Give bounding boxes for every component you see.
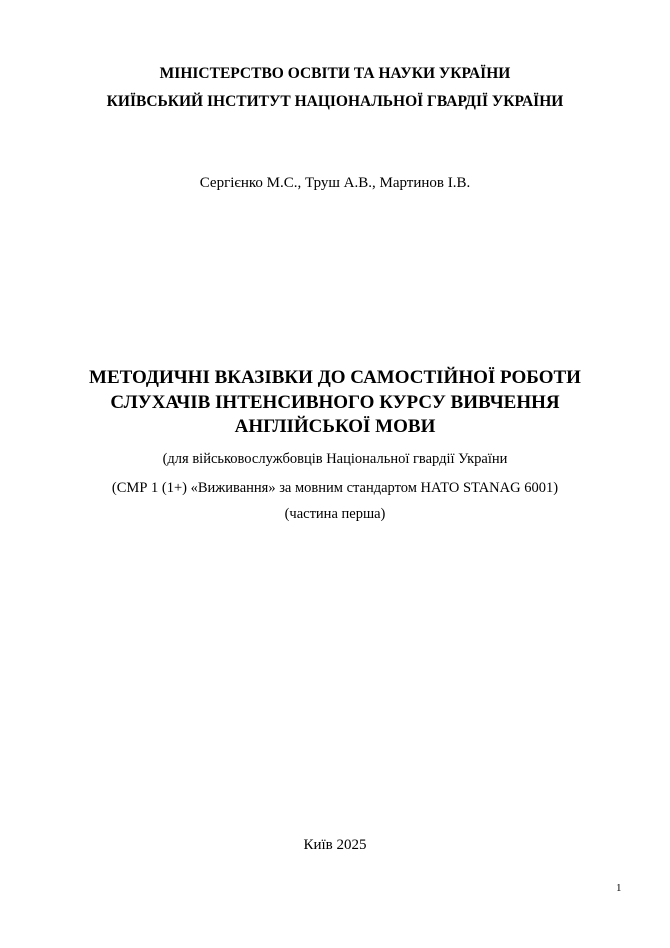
- page-number: 1: [616, 882, 622, 894]
- title-line-1: МЕТОДИЧНІ ВКАЗІВКИ ДО САМОСТІЙНОЇ РОБОТИ: [89, 367, 581, 388]
- authors: Сергієнко М.С., Труш А.В., Мартинов І.В.: [199, 175, 471, 191]
- city-year: Київ 2025: [303, 837, 367, 853]
- title-line-2: СЛУХАЧІВ ІНТЕНСИВНОГО КУРСУ ВИВЧЕННЯ: [110, 392, 560, 413]
- subtitle-line-1: (для військовослужбовців Національної гвардії України: [162, 451, 508, 467]
- institute-header: КИЇВСЬКИЙ ІНСТИТУТ НАЦІОНАЛЬНОЇ ГВАРДІЇ УКРАЇНИ: [106, 93, 564, 110]
- subtitle-line-2: (СМР 1 (1+) «Виживання» за мовним стандартом НАТО STANAG 6001): [111, 480, 559, 496]
- subtitle-line-3: (частина перша): [284, 506, 386, 522]
- ministry-header: МІНІСТЕРСТВО ОСВІТИ ТА НАУКИ УКРАЇНИ: [159, 65, 511, 82]
- title-line-3: АНГЛІЙСЬКОЇ МОВИ: [234, 416, 436, 437]
